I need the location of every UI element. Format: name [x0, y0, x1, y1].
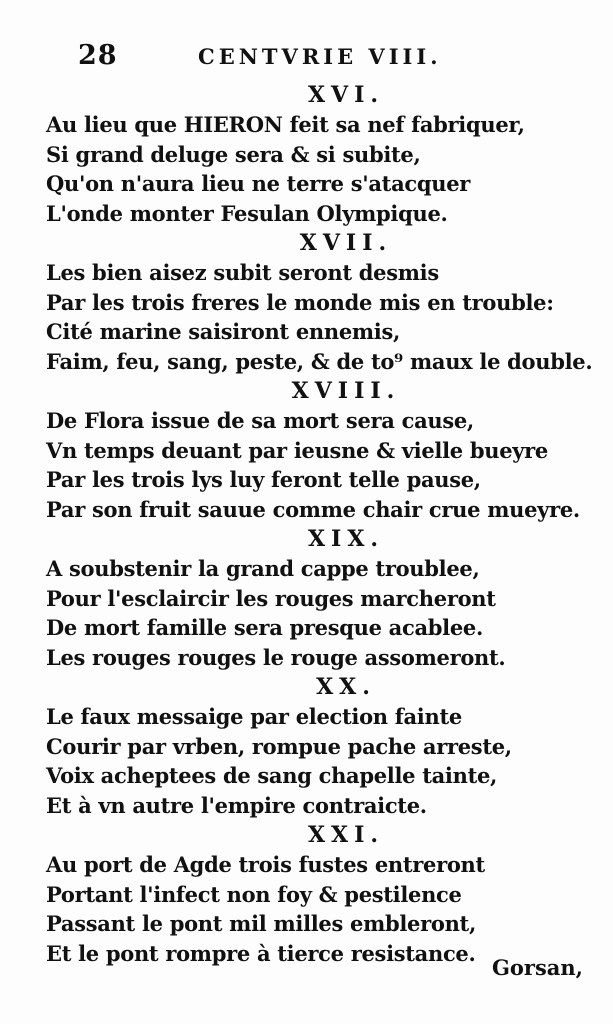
verse-line: Au lieu que HIERON feit sa nef fabriquer, [46, 112, 525, 137]
quatrain-numeral: XIX. [307, 526, 385, 552]
verse-line: Courir par vrben, rompue pache arreste, [46, 733, 512, 759]
verse-line: Au port de Agde trois fustes entreront [46, 852, 485, 877]
verse-line: Par les trois freres le monde mis en trouble: [46, 289, 554, 315]
verse-line: Et le pont rompre à tierce resistance. [46, 940, 476, 966]
verse-line: Passant le pont mil milles embleront, [46, 911, 476, 936]
page-header [78, 40, 518, 80]
quatrain-numeral: XVI. [307, 82, 385, 108]
page-number: 28 [78, 40, 118, 71]
verse-line: Pour l'esclaircir les rouges marcheront [46, 585, 496, 611]
verse-line: Le faux messaige par election fainte [46, 704, 462, 729]
quatrain-numeral: XVII. [299, 230, 393, 256]
text-block [46, 80, 593, 968]
verse-line: Et à vn autre l'empire contraicte. [46, 792, 427, 818]
verse-line: De mort famille sera presque acablee. [46, 615, 483, 640]
verse-line: Les bien aisez subit seront desmis [46, 260, 439, 285]
quatrain-18 [46, 376, 586, 524]
catchword: Gorsan, [491, 955, 583, 980]
quatrain-numeral: XVIII. [291, 378, 401, 404]
verse-line: Portant l'infect non foy & pestilence [46, 881, 462, 907]
verse-line: Par son fruit sauue comme chair crue mueyre. [46, 496, 580, 522]
quatrain-20 [46, 672, 586, 820]
verse-line: A soubstenir la grand cappe troublee, [46, 556, 480, 581]
verse-line: Par les trois lys luy feront telle pause, [46, 467, 481, 492]
quatrain-21 [46, 820, 586, 968]
verse-line: Cité marine saisiront ennemis, [46, 319, 401, 344]
quatrain-16 [46, 80, 586, 228]
verse-line: L'onde monter Fesulan Olympique. [46, 200, 448, 226]
quatrain-17 [46, 228, 593, 376]
verse-line: De Flora issue de sa mort sera cause, [46, 408, 474, 433]
quatrain-19 [46, 524, 586, 672]
verse-line: Qu'on n'aura lieu ne terre s'atacquer [46, 171, 471, 196]
running-head: CENTVRIE VIII. [198, 44, 442, 69]
verse-line: Si grand deluge sera & si subite, [46, 141, 421, 167]
verse-line: Vn temps deuant par ieusne & vielle bueyre [46, 437, 548, 463]
quatrain-numeral: XXI. [307, 822, 385, 848]
quatrain-numeral: XX. [316, 674, 376, 700]
verse-line: Faim, feu, sang, peste, & de to⁹ maux le double. [46, 348, 593, 374]
verse-line: Les rouges rouges le rouge assomeront. [46, 644, 506, 670]
verse-line: Voix acheptees de sang chapelle tainte, [46, 763, 498, 788]
